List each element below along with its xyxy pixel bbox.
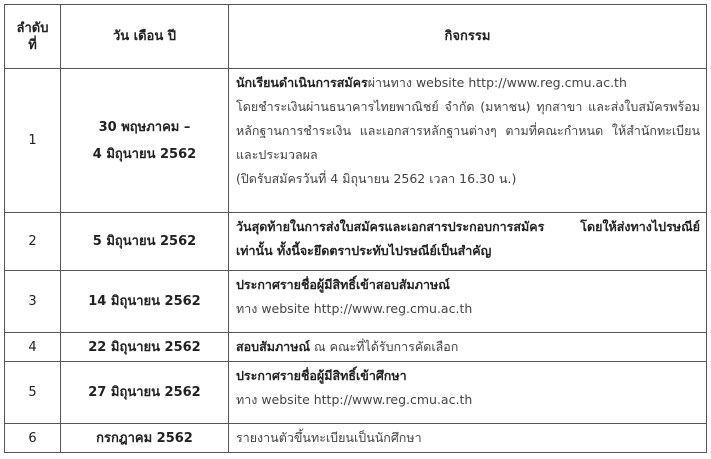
row-activity <box>229 333 707 362</box>
header-date: วัน เดือน ปี <box>61 5 229 69</box>
row-date: กรกฎาคม 2562 <box>61 424 229 453</box>
row-number: 2 <box>5 213 61 271</box>
table-row <box>5 69 707 213</box>
row-date-line2: 4 มิถุนายน 2562 <box>92 146 197 162</box>
schedule-table <box>4 4 707 453</box>
activity-title-rest: ณ คณะที่ได้รับการคัดเลือก <box>310 339 459 354</box>
row-number: 3 <box>5 271 61 333</box>
activity-text: รายงานตัวขึ้นทะเบียนเป็นนักศึกษา <box>229 424 707 453</box>
activity-title: ประกาศรายชื่อผู้มีสิทธิ์เข้าศึกษา <box>236 368 407 383</box>
row-activity <box>229 271 707 333</box>
header-no <box>5 5 61 69</box>
header-no-line1: ลำดับ <box>16 20 49 36</box>
table-row <box>5 271 707 333</box>
header-no-line2: ที่ <box>28 37 37 53</box>
table-header-row <box>5 5 707 69</box>
row-date: 22 มิถุนายน 2562 <box>61 333 229 362</box>
row-date: 27 มิถุนายน 2562 <box>61 362 229 424</box>
activity-title: นักเรียนดำเนินการสมัคร <box>236 75 368 90</box>
row-activity <box>229 69 707 213</box>
activity-title-rest: ผ่านทาง website http://www.reg.cmu.ac.th <box>367 75 627 90</box>
row-date: 5 มิถุนายน 2562 <box>61 213 229 271</box>
activity-text: วันสุดท้ายในการส่งใบสมัครและเอกสารประกอบการสมัคร โดยให้ส่งทางไปรษณีย์เท่านั้น ทั้งนี้จะยึดตราประทับไปรษณีย์เป็นสำคัญ <box>229 213 707 271</box>
row-number: 5 <box>5 362 61 424</box>
row-number: 4 <box>5 333 61 362</box>
table-row <box>5 333 707 362</box>
row-date: 14 มิถุนายน 2562 <box>61 271 229 333</box>
table-row <box>5 213 707 271</box>
row-number: 1 <box>5 69 61 213</box>
row-date-line1: 30 พฤษภาคม – <box>98 119 191 135</box>
row-date <box>61 69 229 213</box>
row-number: 6 <box>5 424 61 453</box>
activity-note: (ปิดรับสมัครวันที่ 4 มิถุนายน 2562 เวลา 16.30 น.) <box>236 171 517 186</box>
activity-sub: ทาง website http://www.reg.cmu.ac.th <box>236 301 473 316</box>
activity-sub: ทาง website http://www.reg.cmu.ac.th <box>236 392 473 407</box>
activity-title: ประกาศรายชื่อผู้มีสิทธิ์เข้าสอบสัมภาษณ์ <box>236 277 450 292</box>
activity-body: โดยชำระเงินผ่านธนาคารไทยพาณิชย์ จำกัด (มหาชน) ทุกสาขา และส่งใบสมัครพร้อมหลักฐานการชำระเงิน และเอกสารหลักฐานต่างๆ ตามที่คณะกำหนด ให้สำนักทะเบียนและประมวลผล <box>236 99 700 162</box>
row-activity <box>229 362 707 424</box>
table-row <box>5 362 707 424</box>
header-activity: กิจกรรม <box>229 5 707 69</box>
table-row <box>5 424 707 453</box>
activity-title: สอบสัมภาษณ์ <box>236 339 311 354</box>
